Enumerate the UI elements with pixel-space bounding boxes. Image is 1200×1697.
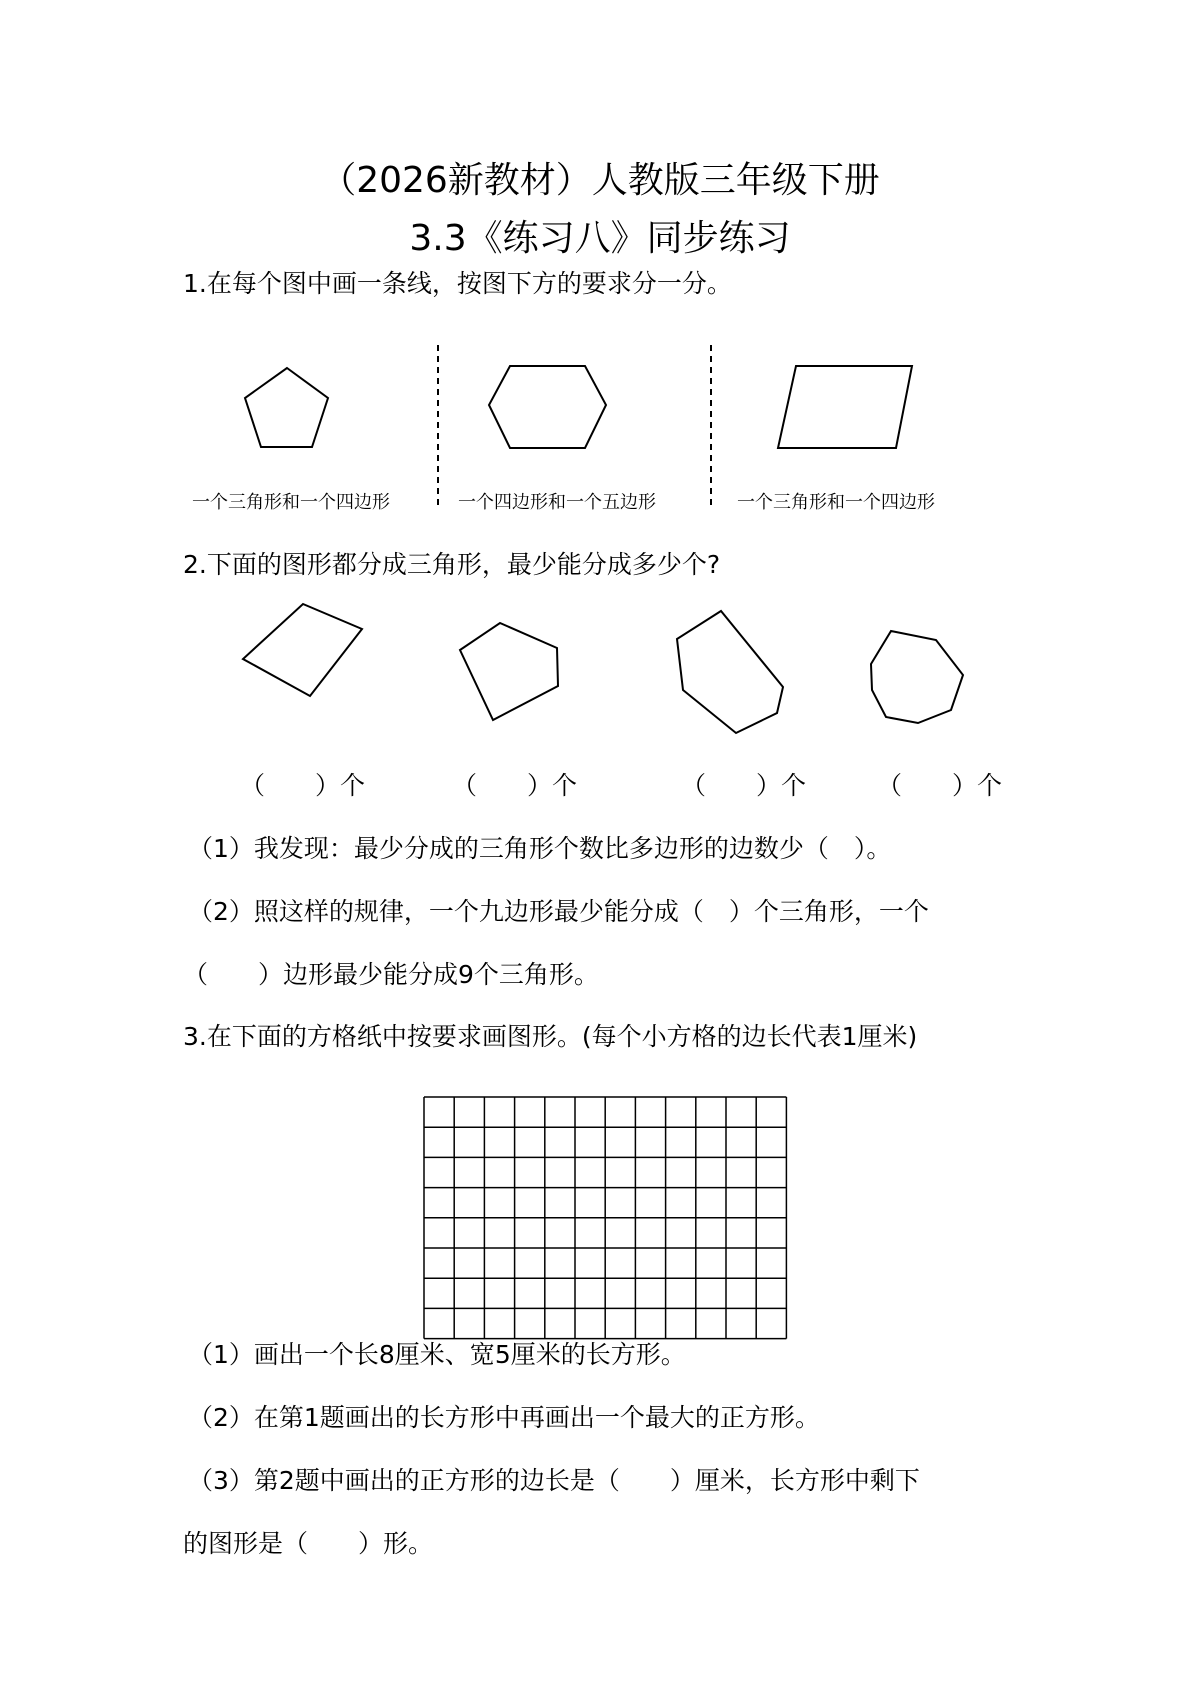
q1-hexagon: [489, 366, 606, 448]
q1-parallelogram: [778, 366, 912, 448]
q2-sub-2-line-2: （ ）边形最少能分成9个三角形。: [183, 960, 599, 989]
q2-blank-3: （ ）个: [681, 771, 807, 800]
q3-sub-2: （2）在第1题画出的长方形中再画出一个最大的正方形。: [188, 1403, 820, 1432]
question-3-text: 3.在下面的方格纸中按要求画图形。(每个小方格的边长代表1厘米): [183, 1022, 918, 1051]
q3-sub-3-line-1: （3）第2题中画出的正方形的边长是（ ）厘米，长方形中剩下: [188, 1466, 920, 1495]
q2-hexagon: [677, 611, 783, 733]
page-title: （2026新教材）人教版三年级下册: [320, 160, 880, 201]
q1-caption-2: 一个四边形和一个五边形: [458, 492, 656, 513]
q2-quadrilateral: [243, 604, 362, 696]
q3-sub-3-line-2: 的图形是（ ）形。: [183, 1529, 434, 1558]
q2-pentagon: [460, 623, 558, 720]
page-subtitle: 3.3《练习八》同步练习: [409, 218, 791, 259]
q1-caption-1: 一个三角形和一个四边形: [192, 492, 390, 513]
square-grid: [424, 1097, 786, 1339]
q2-sub-1: （1）我发现：最少分成的三角形个数比多边形的边数少（ ）。: [188, 834, 892, 863]
q2-blank-1: （ ）个: [240, 771, 366, 800]
question-1-text: 1.在每个图中画一条线，按图下方的要求分一分。: [183, 269, 732, 298]
q2-blank-2: （ ）个: [452, 771, 578, 800]
q2-blank-4: （ ）个: [877, 771, 1003, 800]
question-2-text: 2.下面的图形都分成三角形，最少能分成多少个?: [183, 550, 721, 579]
q2-octagon: [871, 631, 963, 723]
q1-caption-3: 一个三角形和一个四边形: [737, 492, 935, 513]
q2-sub-2-line-1: （2）照这样的规律，一个九边形最少能分成（ ）个三角形，一个: [188, 897, 929, 926]
q1-pentagon: [245, 368, 328, 447]
q3-sub-1: （1）画出一个长8厘米、宽5厘米的长方形。: [188, 1340, 686, 1369]
